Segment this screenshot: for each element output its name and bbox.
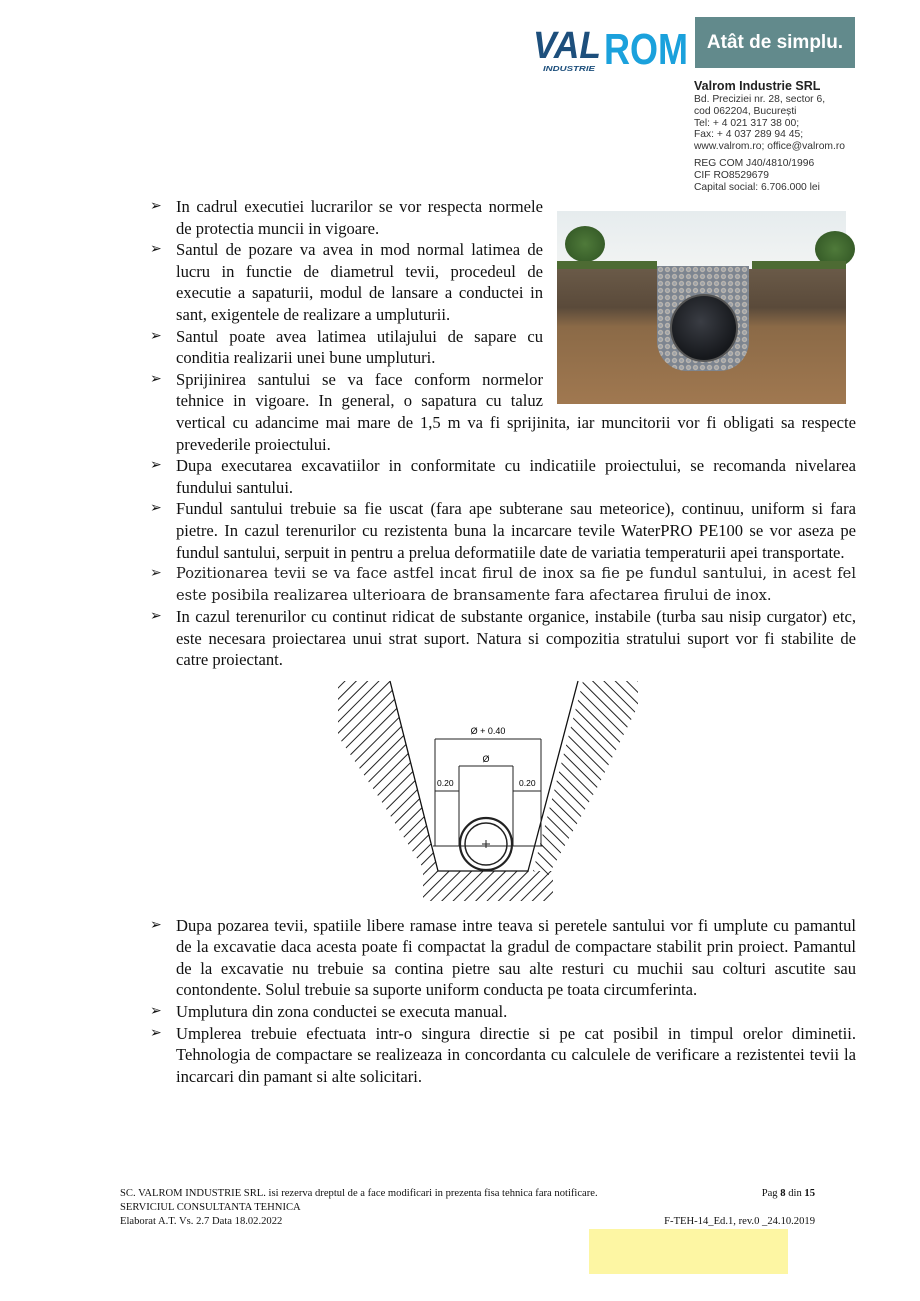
label-diameter: Ø	[482, 754, 490, 765]
list-item	[150, 369, 856, 455]
footer-disclaimer: SC. VALROM INDUSTRIE SRL. isi rezerva dreptul de a face modificari in prezenta fisa tehnica fara notificare.	[120, 1188, 598, 1199]
valrom-logo	[533, 24, 688, 72]
page-total: 15	[804, 1188, 815, 1199]
list-item	[150, 498, 856, 563]
arrow-bullet-icon: ➢	[150, 1003, 162, 1020]
list-item-text: In cazul terenurilor cu continut ridicat de substante organice, instabile (turba sau nisip curgator) etc, este necesara proiectarea unui strat suport. Natura si compozitia stratului suport vor fi stabilite de catre proiectant.	[176, 607, 856, 670]
list-item-text: Santul de pozare va avea in mod normal latimea de lucru in functie de diametrul tevii, procedeul de executie a sapaturii, modul de lansare a conductei in sant, exigentele de realizare a umpluturii.	[176, 240, 543, 324]
list-item	[150, 1023, 856, 1088]
list-item	[150, 563, 856, 606]
address-line-1: Bd. Preciziei nr. 28, sector 6,	[694, 94, 826, 105]
capital: Capital social: 6.706.000 lei	[694, 181, 820, 193]
footer-elaborated: Elaborat A.T. Vs. 2.7 Data 18.02.2022	[120, 1216, 283, 1228]
company-name: Valrom Industrie SRL	[694, 79, 821, 93]
footer-form-code: F-TEH-14_Ed.1, rev.0 _24.10.2019	[664, 1216, 815, 1228]
page-number	[762, 1187, 815, 1201]
footer-department: SERVICIUL CONSULTANTA TEHNICA	[120, 1202, 301, 1214]
arrow-bullet-icon: ➢	[150, 916, 162, 933]
list-item-text: Umplerea trebuie efectuata intr-o singura directie si pe cat posibil in timpul orelor diminetii. Tehnologia de compactare se realizeaza in concordanta cu calculele de verificare a rezistentei tevii la incarcari din pamant si alte solicitari.	[176, 1023, 856, 1086]
arrow-bullet-icon: ➢	[150, 457, 162, 474]
phone: Tel: + 4 021 317 38 00;	[694, 117, 800, 129]
list-item-text: Sprijinirea santului se va face conform normelor tehnice in vigoare. In general, o sapatura cu taluz vertical cu adancime mai mare de 1,5 m va fi sprijinita, iar muncitorii vor fi obligati sa respecte prevederile proiectului.	[176, 369, 856, 454]
list-item-text: Umplutura din zona conductei se executa manual.	[176, 1002, 508, 1022]
arrow-bullet-icon: ➢	[150, 241, 162, 258]
list-item	[150, 455, 856, 498]
list-item-text: Santul poate avea latimea utilajului de sapare cu conditia realizarii unei bune umpluturi.	[176, 326, 543, 368]
reg-com: REG COM J40/4810/1996	[694, 157, 815, 169]
arrow-bullet-icon: ➢	[150, 198, 162, 214]
list-item-text: In cadrul executiei lucrarilor se vor respecta normele de protectia muncii in vigoare.	[176, 197, 543, 238]
list-item-text: Pozitionarea tevii se va face astfel incat firul de inox sa fie pe fundul santului, in acest fel este posibila realizarea ulterioara de bransamente fara afectarea firului de inox.	[176, 565, 856, 604]
svg-text:VAL: VAL	[533, 25, 601, 67]
svg-text:INDUSTRIE: INDUSTRIE	[543, 66, 596, 73]
document-body	[150, 196, 856, 1087]
page-current: 8	[780, 1188, 786, 1199]
arrow-bullet-icon: ➢	[150, 500, 162, 517]
page-footer	[120, 1187, 815, 1230]
list-item	[150, 915, 856, 1001]
address-line-2: cod 062204, București	[694, 105, 797, 117]
list-item	[150, 196, 856, 239]
list-item	[150, 326, 856, 369]
company-info	[694, 79, 845, 193]
svg-text:ROM: ROM	[604, 25, 688, 74]
web-email: www.valrom.ro; office@valrom.ro	[694, 141, 846, 153]
arrow-bullet-icon: ➢	[150, 1024, 162, 1041]
label-total-width: Ø + 0.40	[470, 726, 506, 737]
fax: Fax: + 4 037 289 94 45;	[694, 129, 804, 141]
arrow-bullet-icon: ➢	[150, 327, 162, 344]
arrow-bullet-icon: ➢	[150, 370, 162, 387]
highlight-box	[589, 1229, 788, 1274]
label-left-clearance: 0.20	[437, 778, 454, 789]
list-item	[150, 239, 856, 325]
cif: CIF RO8529679	[694, 169, 769, 181]
page-prefix: Pag	[761, 1188, 778, 1199]
list-item-text: Dupa pozarea tevii, spatiile libere ramase intre teava si peretele santului vor fi umplute cu pamantul de la excavatie daca acesta poate fi compactat la gradul de compactare stabilit prin proiect. Pamantul de la excavatie nu trebuie sa contina pietre sau alte resturi cu muchii sau colturi ascutite sau contondente. Solul trebuie sa suporte uniform conducta pe toata circumferinta.	[176, 915, 856, 1000]
list-item	[150, 606, 856, 671]
list-item-text: Dupa executarea excavatiilor in conformitate cu indicatiile proiectului, se recomanda nivelarea fundului santului.	[176, 456, 856, 497]
slogan-banner: Atât de simplu.	[695, 17, 855, 68]
list-item-text: Fundul santului trebuie sa fie uscat (fara ape subterane sau meteorice), continuu, uniform si fara pietre. In cazul terenurilor cu rezistenta buna la incarcare tevile WaterPRO PE100 se vor aseza pe fundul santului, serpuit in pentru a prelua deformatiile date de variatia temperaturii apei transportate.	[176, 499, 856, 562]
trench-cross-section-diagram	[338, 676, 638, 906]
arrow-bullet-icon: ➢	[150, 565, 162, 582]
page-of: din	[788, 1188, 802, 1199]
arrow-bullet-icon: ➢	[150, 608, 162, 625]
label-right-clearance: 0.20	[519, 778, 536, 789]
list-item	[150, 1001, 856, 1023]
